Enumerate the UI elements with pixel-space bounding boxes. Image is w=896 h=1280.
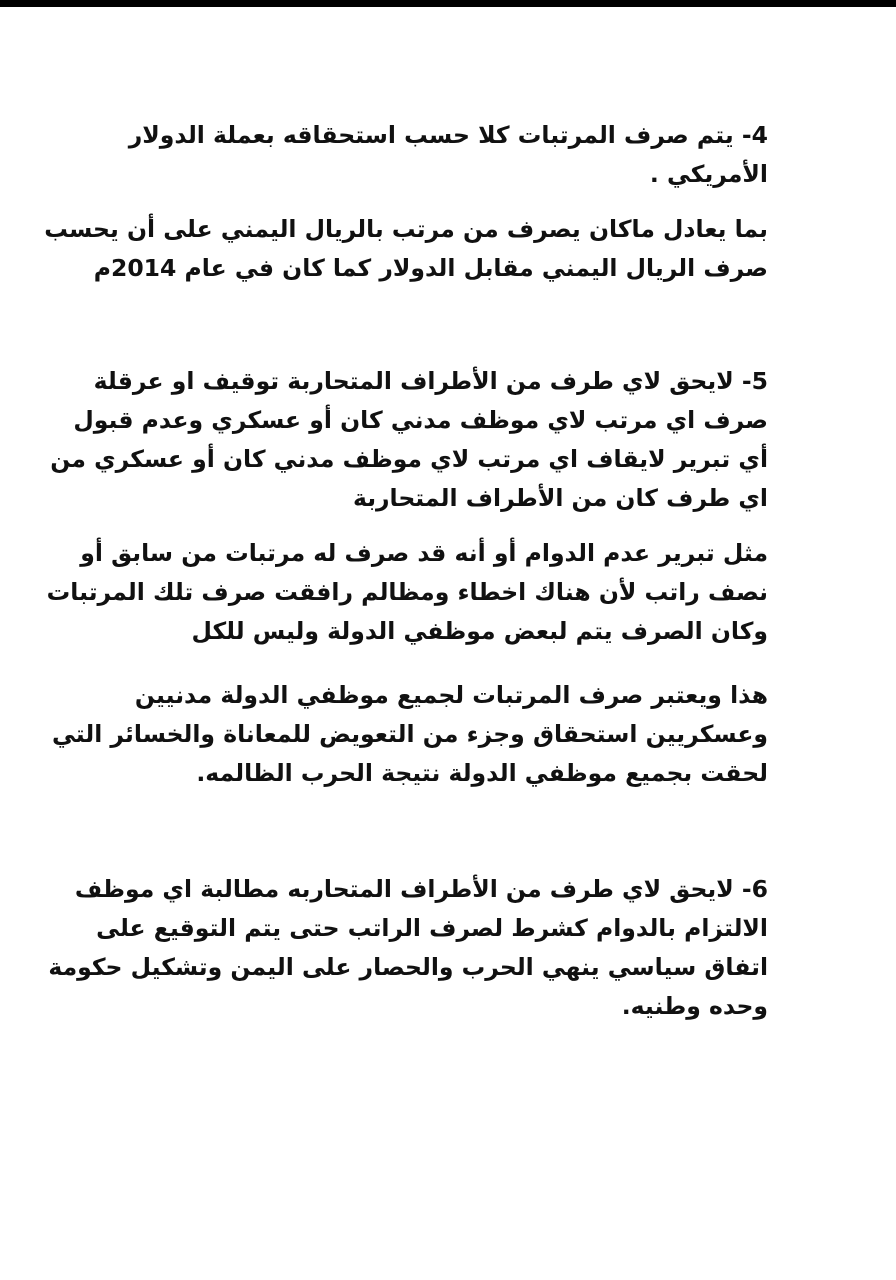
text-line: وحده وطنيه. — [621, 992, 768, 1020]
text-line: صرف اي مرتب لاي موظف مدني كان أو عسكري وعدم قبول — [73, 406, 768, 434]
text-line: 4- يتم صرف المرتبات كلا حسب استحقاقه بعملة الدولار — [128, 121, 768, 149]
text-line: وعسكريين استحقاق وجزء من التعويض للمعاناة والخسائر التي — [52, 720, 768, 748]
paragraph-item-5-example — [46, 534, 768, 651]
text-line: وكان الصرف يتم لبعض موظفي الدولة وليس للكل — [191, 617, 768, 645]
text-line: أي تبرير لايقاف اي مرتب لاي موظف مدني كان أو عسكري من — [50, 445, 768, 473]
text-line: صرف الريال اليمني مقابل الدولار كما كان في عام 2014م — [93, 254, 768, 282]
text-line: اي طرف كان من الأطراف المتحاربة — [352, 484, 768, 512]
paragraph-item-4 — [130, 116, 768, 194]
text-line: بما يعادل ماكان يصرف من مرتب بالريال اليمني على أن يحسب — [44, 215, 768, 243]
text-line: الالتزام بالدوام كشرط لصرف الراتب حتى يتم التوقيع على — [96, 914, 768, 942]
text-line: هذا ويعتبر صرف المرتبات لجميع موظفي الدولة مدنيين — [134, 681, 768, 709]
paragraph-item-5-conclusion — [52, 676, 768, 793]
text-line: لحقت بجميع موظفي الدولة نتيجة الحرب الظالمه. — [196, 759, 768, 787]
text-line: 5- لايحق لاي طرف من الأطراف المتحاربة توقيف او عرقلة — [93, 367, 768, 395]
paragraph-item-4-continuation — [44, 210, 768, 288]
text-line: نصف راتب لأن هناك اخطاء ومظالم رافقت صرف تلك المرتبات — [46, 578, 768, 606]
text-line: الأمريكي . — [649, 160, 768, 188]
paragraph-item-6 — [48, 870, 768, 1026]
paragraph-item-5 — [50, 362, 768, 518]
text-line: اتفاق سياسي ينهي الحرب والحصار على اليمن وتشكيل حكومة — [48, 953, 768, 981]
text-line: 6- لايحق لاي طرف من الأطراف المتحاربه مطالبة اي موظف — [74, 875, 768, 903]
text-line: مثل تبرير عدم الدوام أو أنه قد صرف له مرتبات من سابق أو — [80, 539, 768, 567]
